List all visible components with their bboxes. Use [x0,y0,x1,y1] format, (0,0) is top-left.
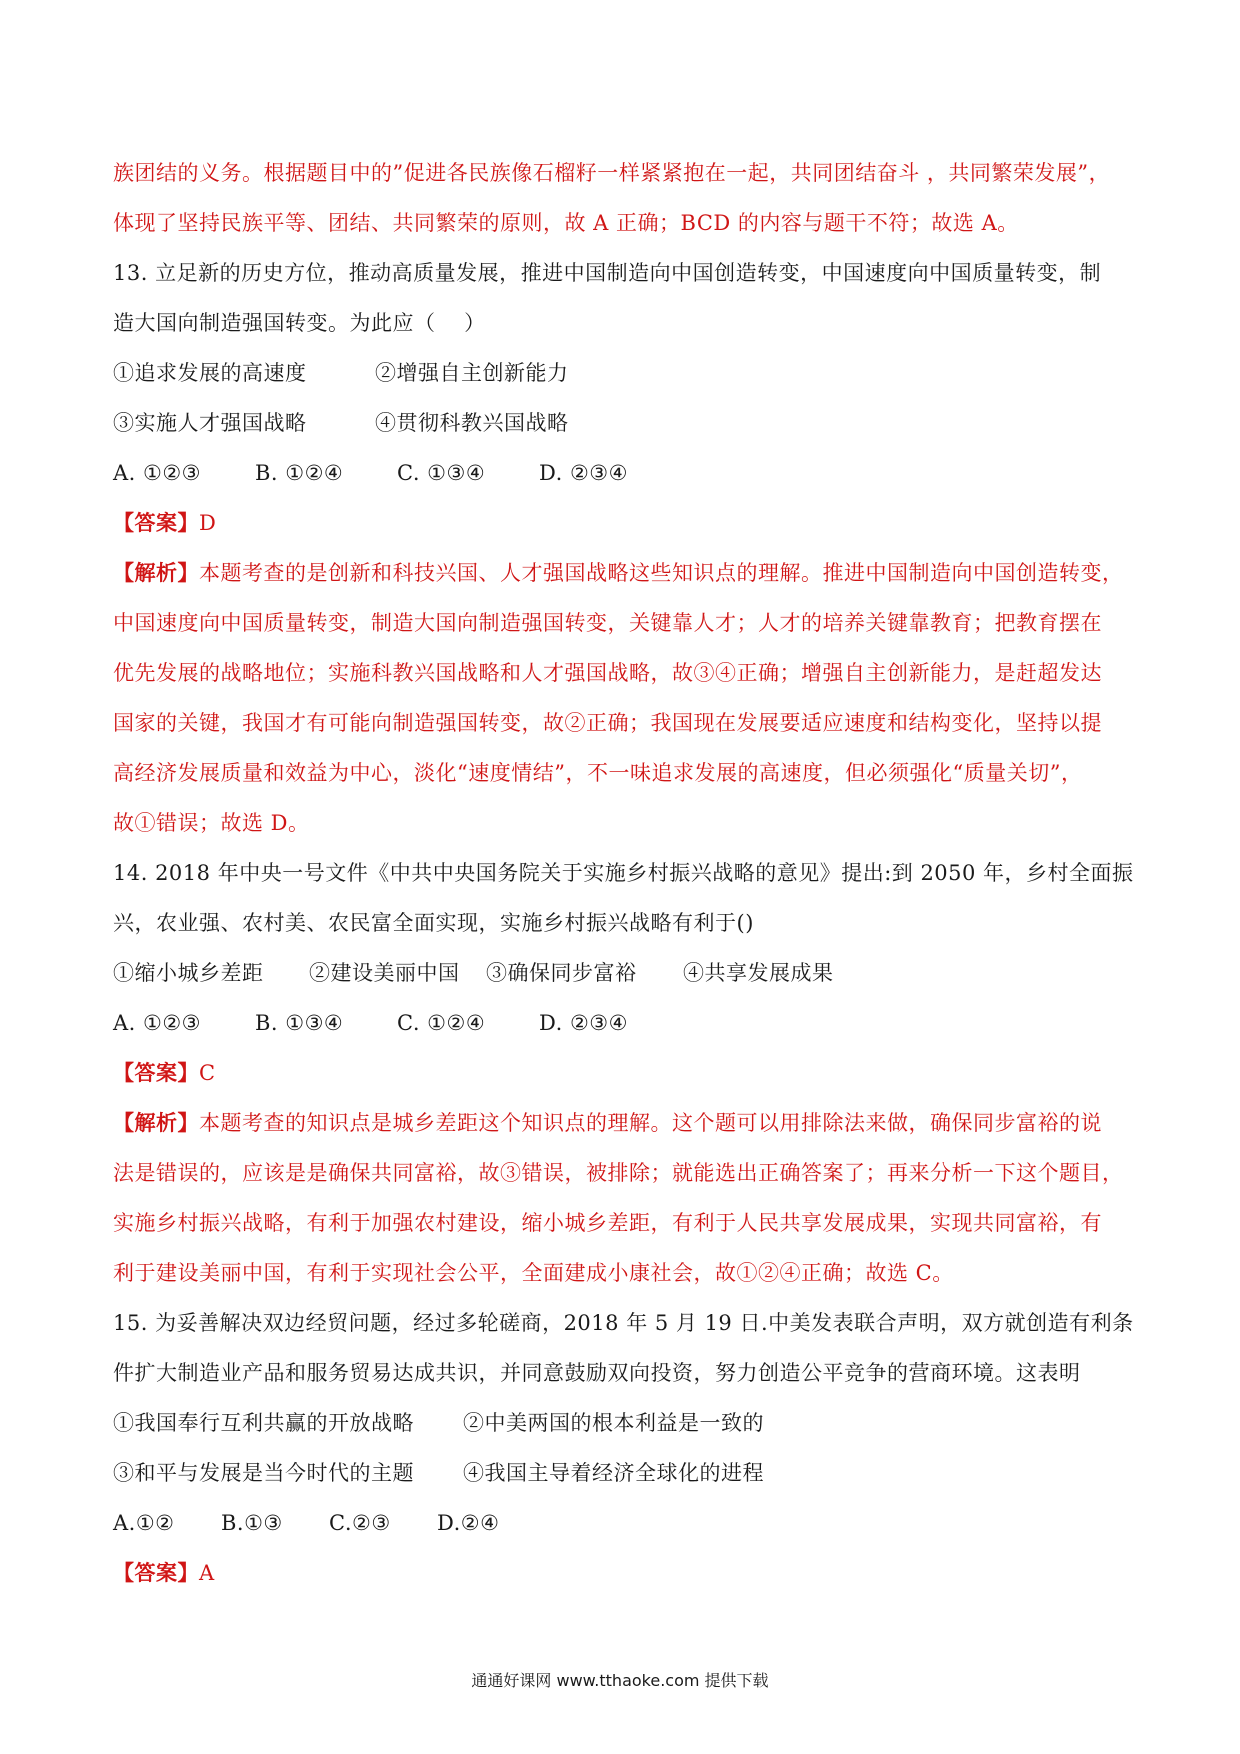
question-13-item-2: ②增强自主创新能力 [375,361,569,385]
question-14-analysis-line-1 [113,1108,1143,1138]
analysis-continued-line-1: 族团结的义务。根据题目中的”促进各民族像石榴籽一样紧紧抱在一起，共同团结奋斗 ，共同繁荣发展”， [113,161,1111,185]
question-13-analysis-line-5: 高经济发展质量和效益为中心，淡化“速度情结”，不一味追求发展的高速度，但必须强化“质量关切”， [113,761,1083,785]
question-14-item-1: ①缩小城乡差距 [113,961,264,985]
question-15-item-2: ②中美两国的根本利益是一致的 [463,1411,764,1435]
question-13-item-1: ①追求发展的高速度 [113,361,307,385]
question-15-option-b: B.①③ [221,1511,283,1535]
question-13-option-d: D. ②③④ [539,461,628,485]
question-14-analysis-line-3: 实施乡村振兴战略，有利于加强农村建设，缩小城乡差距，有利于人民共享发展成果，实现共同富裕，有 [113,1211,1102,1235]
question-14-analysis-line-2: 法是错误的，应该是是确保共同富裕，故③错误，被排除；就能选出正确答案了；再来分析一下这个题目， [113,1161,1124,1185]
answer-value: D [199,511,217,535]
question-14-item-3: ③确保同步富裕 [486,961,637,985]
question-15-option-c: C.②③ [329,1511,391,1535]
question-13-item-3: ③实施人才强国战略 [113,411,307,435]
answer-tag: 【答案】 [113,510,199,535]
answer-value: A [199,1561,215,1585]
question-15-item-1: ①我国奉行互利共赢的开放战略 [113,1411,414,1435]
answer-tag: 【答案】 [113,1560,199,1585]
question-13-option-c: C. ①③④ [397,461,486,485]
question-14-option-d: D. ②③④ [539,1011,628,1035]
question-13-item-4: ④贯彻科教兴国战略 [375,411,569,435]
question-14-item-2: ②建设美丽中国 [309,961,460,985]
answer-tag: 【答案】 [113,1060,199,1085]
question-14-option-b: B. ①③④ [255,1011,344,1035]
question-15-stem-line-1: 15. 为妥善解决双边经贸问题，经过多轮磋商，2018 年 5 月 19 日.中美发表联合声明，双方就创造有利条 [113,1311,1134,1335]
question-13-stem-line-2: 造大国向制造强国转变。为此应（ ） [113,311,486,335]
question-13-analysis-line-1 [113,558,1143,588]
question-14-stem-line-2: 兴，农业强、农村美、农民富全面实现，实施乡村振兴战略有利于() [113,911,754,935]
question-15-option-d: D.②④ [437,1511,500,1535]
question-14-option-c: C. ①②④ [397,1011,486,1035]
question-13-analysis-line-6: 故①错误；故选 D。 [113,811,310,835]
analysis-text: 本题考查的知识点是城乡差距这个知识点的理解。这个题可以用排除法来做，确保同步富裕的说 [199,1111,1102,1135]
question-15-option-a: A.①② [113,1511,175,1535]
analysis-tag: 【解析】 [113,560,199,585]
question-15-answer [113,1558,1143,1588]
question-13-analysis-line-3: 优先发展的战略地位；实施科教兴国战略和人才强国战略，故③④正确；增强自主创新能力，是赶超发达 [113,661,1102,685]
question-15-item-3: ③和平与发展是当今时代的主题 [113,1461,414,1485]
question-15-stem-line-2: 件扩大制造业产品和服务贸易达成共识，并同意鼓励双向投资，努力创造公平竞争的营商环境。这表明 [113,1361,1081,1385]
analysis-tag: 【解析】 [113,1110,199,1135]
question-13-stem-line-1: 13. 立足新的历史方位，推动高质量发展，推进中国制造向中国创造转变，中国速度向中国质量转变，制 [113,261,1102,285]
question-13-option-a: A. ①②③ [113,461,201,485]
question-14-item-4: ④共享发展成果 [683,961,834,985]
question-15-item-4: ④我国主导着经济全球化的进程 [463,1461,764,1485]
question-13-option-b: B. ①②④ [255,461,344,485]
question-14-analysis-line-4: 利于建设美丽中国，有利于实现社会公平，全面建成小康社会，故①②④正确；故选 C。 [113,1261,954,1285]
question-13-answer [113,508,1143,538]
question-14-stem-line-1: 14. 2018 年中央一号文件《中共中央国务院关于实施乡村振兴战略的意见》提出:到 2050 年，乡村全面振 [113,861,1134,885]
analysis-text: 本题考查的是创新和科技兴国、人才强国战略这些知识点的理解。推进中国制造向中国创造转变， [199,561,1124,585]
question-14-option-a: A. ①②③ [113,1011,201,1035]
question-13-analysis-line-4: 国家的关键，我国才有可能向制造强国转变，故②正确；我国现在发展要适应速度和结构变化，坚持以提 [113,711,1102,735]
answer-value: C [199,1061,216,1085]
question-14-answer [113,1058,1143,1088]
question-13-analysis-line-2: 中国速度向中国质量转变，制造大国向制造强国转变，关键靠人才；人才的培养关键靠教育；把教育摆在 [113,611,1102,635]
analysis-continued-line-2: 体现了坚持民族平等、团结、共同繁荣的原则，故 A 正确；BCD 的内容与题干不符；故选 A。 [113,211,1019,235]
page-footer: 通通好课网 www.tthaoke.com 提供下载 [471,1671,769,1690]
